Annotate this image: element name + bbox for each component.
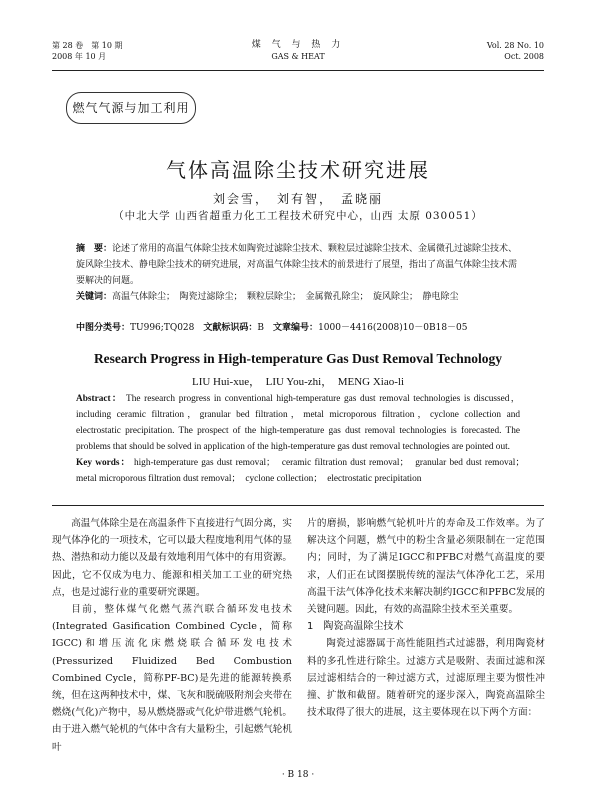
header-divider — [52, 70, 544, 71]
keywords-cn-label: 关键词： — [76, 292, 113, 302]
abstract-en-paragraph — [76, 391, 520, 455]
body-paragraph: 陶瓷过滤器属于高性能阻挡式过滤器，利用陶瓷材料的多孔性进行除尘。过滤方式是吸附、表面过滤和深层过滤相结合的一种过滤方式，过滤原理主要为惯性冲撞、扩散和截留。随着研究的逐步深入，陶瓷高温除尘技术取得了很大的进展，这主要体现在以下两个方面： — [307, 638, 545, 719]
volume-issue: 第 28 卷 第 10 期 — [52, 41, 123, 50]
body-column-left — [52, 515, 292, 756]
abstract-en — [76, 391, 530, 487]
clc-label: 中图分类号： — [76, 323, 131, 333]
issue-date: 2008 年 10 月 — [52, 52, 107, 61]
journal-name-cn: 煤 气 与 热 力 — [251, 40, 345, 50]
paper-affiliation: （中北大学 山西省超重力化工工程技术研究中心，山西 太原 030051） — [113, 210, 483, 222]
paper-authors: 刘会雪， 刘有智， 孟晓丽 — [212, 192, 383, 206]
keywords-cn-paragraph — [76, 289, 520, 305]
abstract-cn-label: 摘 要： — [76, 244, 113, 254]
body-paragraph: 高温气体除尘是在高温条件下直接进行气固分离，实现气体净化的一项技术，它可以最大程度地利用气体的显热、潜热和动力能以及最有效地利用气体中的有用资源。因此，它不仅成为电力、能源和相关加工工业的研究热点，也是过滤行业的重要研究课题。 — [52, 518, 292, 598]
article-number-label: 文章编号： — [273, 323, 319, 333]
doc-code-label: 文献标识码： — [203, 323, 258, 333]
classification-line — [76, 320, 520, 333]
body-column-right — [307, 515, 545, 721]
issue-date-en: Oct. 2008 — [504, 52, 544, 61]
header-right — [487, 40, 544, 62]
section-heading: 1 陶瓷高温除尘技术 — [307, 621, 404, 633]
header-center — [52, 40, 544, 62]
abstract-cn — [76, 241, 520, 305]
volume-issue-en: Vol. 28 No. 10 — [486, 41, 544, 50]
body-paragraph: 片的磨损，影响燃气轮机叶片的寿命及工作效率。为了解决这个问题，燃气中的粉尘含量必须限制在一定范围内；同时，为了满足IGCC和PFBC对燃气高温度的要求，人们正在试图摆脱传统的湿法气体净化工艺，采用高温干法气体净化技术来解决制约IGCC和PFBC发展的关键问题。因此，有效的高温除尘技术至关重要。 — [307, 518, 545, 616]
abstract-en-text: The research progress in conventional high-temperature gas dust removal technologies is discussed，including ceramic filtration，granular bed filtration，metal microporous filtration，cyclone collection and electrostatic precipitation. The prospect of the high-temperature gas dust removal technologies is forecasted. The problems that should be solved in application of the high-temperature gas dust removal technologies are pointed out. — [76, 394, 520, 452]
abstract-cn-text: 论述了常用的高温气体除尘技术如陶瓷过滤除尘技术、颗粒层过滤除尘技术、金属微孔过滤除尘技术、旋风除尘技术、静电除尘技术的研究进展，对高温气体除尘技术的前景进行了展望，指出了高温气体除尘技术需要解决的问题。 — [76, 244, 518, 286]
abstract-en-label: Abstract： — [76, 394, 123, 404]
running-header — [52, 40, 544, 70]
keywords-en-text: high-temperature gas dust removal； ceramic filtration dust removal； granular bed dust removal； metal microporous filtration dust removal； cyclone collection； electrostatic precipitation — [76, 458, 530, 484]
abstract-cn-paragraph — [76, 241, 520, 289]
section-tag — [66, 92, 196, 124]
journal-name-en: GAS & HEAT — [271, 52, 325, 61]
page-number: · B 18 · — [281, 770, 315, 780]
body-paragraph: 目前，整体煤气化燃气蒸汽联合循环发电技术(Integrated Gasification Combined Cycle，简称IGCC)和增压流化床燃烧联合循环发电技术(Pressurized Fluidized Bed Combustion Combined Cycle，简称PF-BC)是先进的能源转换系统，但在这两种技术中，煤、飞灰和脱硫吸附剂会夹带在燃烧(气化)产物中，易从燃烧器或气化炉带进燃气轮机。由于进入燃气轮机的气体中含有大量粉尘，引起燃气轮机叶 — [52, 604, 292, 753]
paper-title: 气体高温除尘技术研究进展 — [166, 158, 430, 182]
keywords-cn-text: 高温气体除尘； 陶瓷过滤除尘； 颗粒层除尘； 金属微孔除尘； 旋风除尘； 静电除尘 — [112, 292, 459, 302]
english-title: Research Progress in High-temperature Gas Dust Removal Technology — [93, 351, 503, 366]
clc-value: TU996;TQ028 — [130, 323, 195, 333]
keywords-en-paragraph — [76, 455, 530, 487]
section-tag-label: 燃气气源与加工利用 — [72, 101, 190, 115]
keywords-en-label: Key words： — [76, 458, 131, 468]
article-number-value: 1000－4416(2008)10－0B18－05 — [318, 323, 468, 333]
doc-code-value: B — [257, 323, 265, 333]
body-divider — [52, 505, 544, 506]
english-authors: LIU Hui-xue， LIU You-zhi， MENG Xiao-li — [191, 376, 405, 388]
